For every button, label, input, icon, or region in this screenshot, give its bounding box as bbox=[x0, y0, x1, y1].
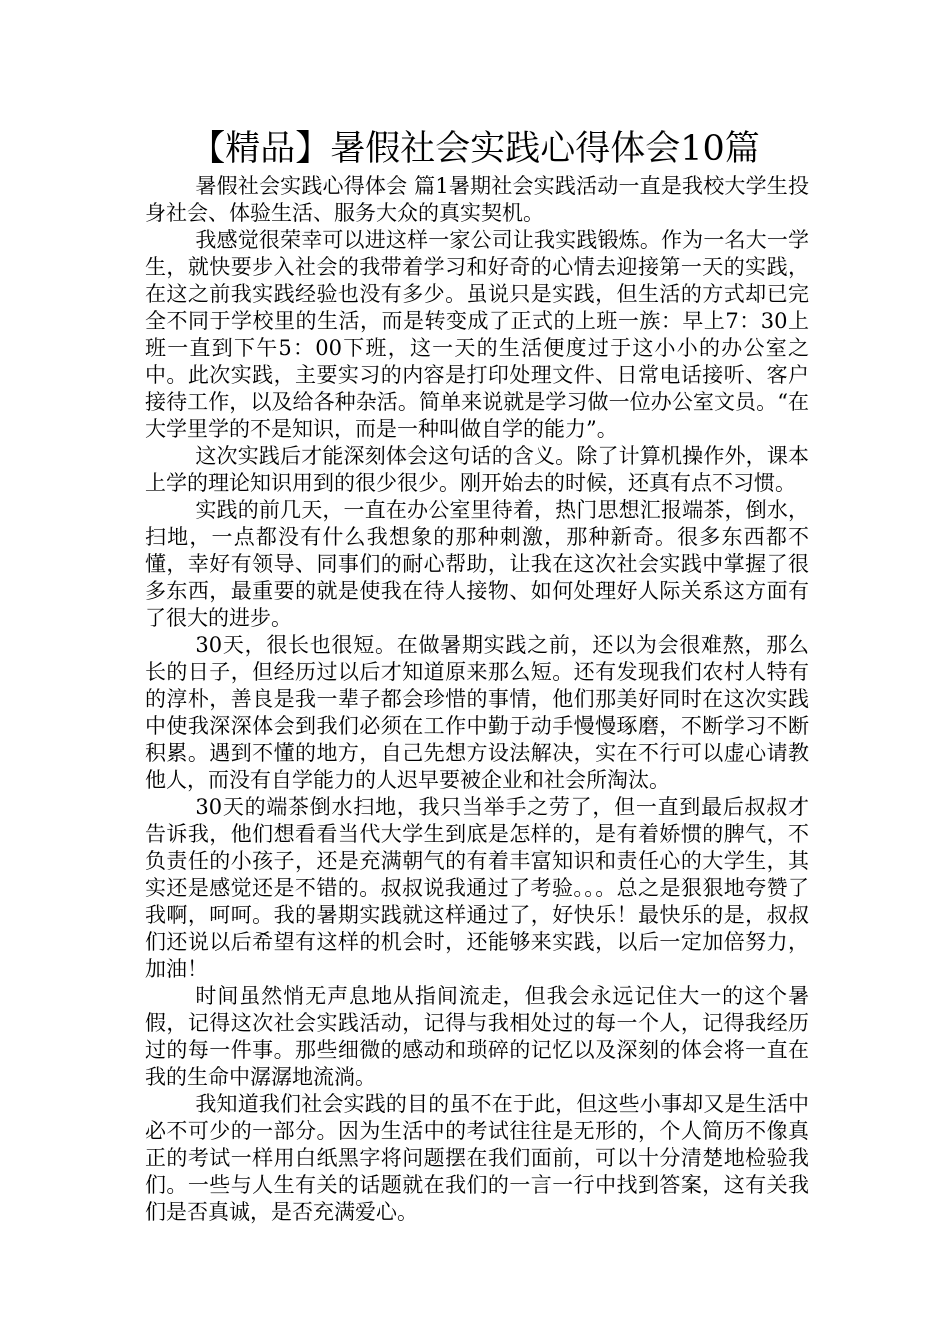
page-title: 【精品】暑假社会实践心得体会10篇 bbox=[190, 129, 760, 169]
paragraph: 暑假社会实践心得体会 篇1暑期社会实践活动一直是我校大学生投身社会、体验生活、服务大众的真实契机。 bbox=[145, 174, 809, 225]
paragraph: 30天，很长也很短。在做暑期实践之前，还以为会很难熬，那么长的日子，但经历过以后才知道原来那么短。还有发现我们农村人特有的淳朴，善良是我一辈子都会珍惜的事情，他们那美好同时在这次实践中使我深深体会到我们必须在工作中勤于动手慢慢琢磨，不断学习不断积累。遇到不懂的地方，自己先想方设法解决，实在不行可以虚心请教他人，而没有自学能力的人迟早要被企业和社会所淘汰。 bbox=[145, 633, 809, 792]
document-body bbox=[145, 173, 809, 1226]
paragraph: 30天的端茶倒水扫地，我只当举手之劳了，但一直到最后叔叔才告诉我，他们想看看当代大学生到底是怎样的，是有着娇惯的脾气，不负责任的小孩子，还是充满朝气的有着丰富知识和责任心的大学生，其实还是感觉还是不错的。叔叔说我通过了考验。。。总之是狠狠地夸赞了我啊，呵呵。我的暑期实践就这样通过了，好快乐！最快乐的是，叔叔们还说以后希望有这样的机会时，还能够来实践，以后一定加倍努力，加油！ bbox=[145, 795, 809, 981]
paragraph: 实践的前几天，一直在办公室里待着，热门思想汇报端茶，倒水，扫地，一点都没有什么我想象的那种刺激，那种新奇。很多东西都不懂，幸好有领导、同事们的耐心帮助，让我在这次社会实践中掌握了很多东西，最重要的就是使我在待人接物、如何处理好人际关系这方面有了很大的进步。 bbox=[145, 498, 809, 630]
paragraph: 时间虽然悄无声息地从指间流走，但我会永远记住大一的这个暑假，记得这次社会实践活动，记得与我相处过的每一个人，记得我经历过的每一件事。那些细微的感动和琐碎的记忆以及深刻的体会将一直在我的生命中潺潺地流淌。 bbox=[145, 984, 809, 1089]
paragraph: 我感觉很荣幸可以进这样一家公司让我实践锻炼。作为一名大一学生，就快要步入社会的我带着学习和好奇的心情去迎接第一天的实践，在这之前我实践经验也没有多少。虽说只是实践，但生活的方式却已完全不同于学校里的生活，而是转变成了正式的上班一族：早上7：30上班一直到下午5：00下班，这一天的生活便度过于这小小的办公室之中。此次实践，主要实习的内容是打印处理文件、日常电话接听、客户接待工作，以及给各种杂活。简单来说就是学习做一位办公室文员。“在大学里学的不是知识，而是一种叫做自学的能力”。 bbox=[145, 228, 809, 441]
paragraph: 我知道我们社会实践的目的虽不在于此，但这些小事却又是生活中必不可少的一部分。因为生活中的考试往往是无形的，个人简历不像真正的考试一样用白纸黑字将问题摆在我们面前，可以十分清楚地检验我们。一些与人生有关的话题就在我们的一言一行中找到答案，这有关我们是否真诚，是否充满爱心。 bbox=[145, 1092, 809, 1224]
paragraph: 这次实践后才能深刻体会这句话的含义。除了计算机操作外，课本上学的理论知识用到的很少很少。刚开始去的时候，还真有点不习惯。 bbox=[145, 444, 809, 495]
